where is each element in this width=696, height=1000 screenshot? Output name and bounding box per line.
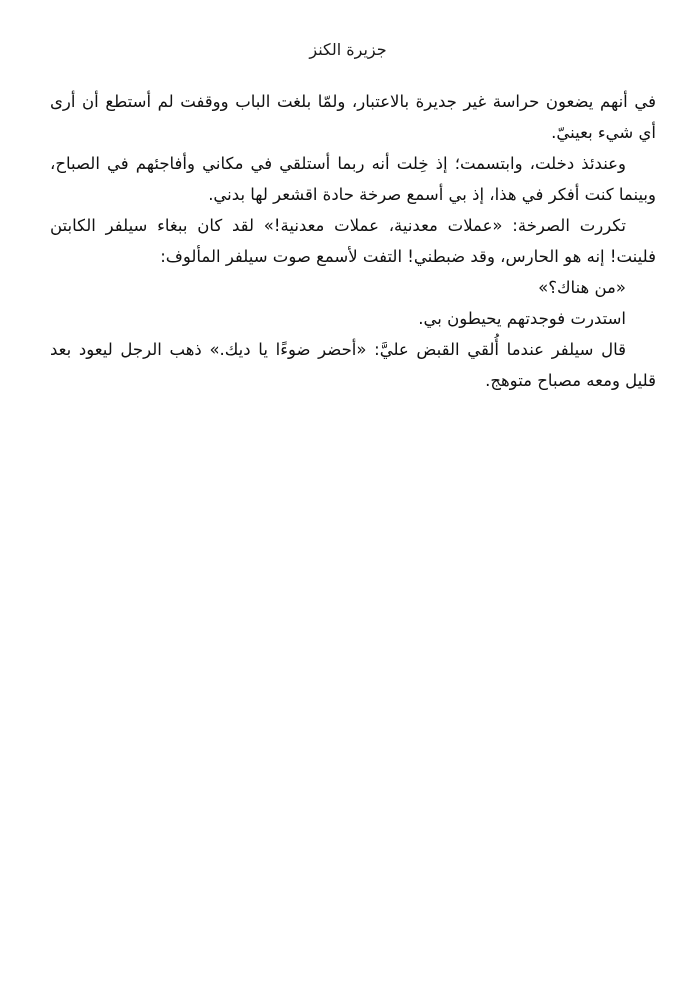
paragraph: وعندئذ دخلت، وابتسمت؛ إذ خِلت أنه ربما أستلقي في مكاني وأفاجئهم في الصباح، وبينما كنت أفكر في هذا، إذ بي أسمع صرخة حادة اقشعر لها بدني. <box>50 154 656 204</box>
paragraph: تكررت الصرخة: «عملات معدنية، عملات معدنية!» لقد كان ببغاء سيلفر الكابتن فلينت! إنه هو الحارس، وقد ضبطني! التفت لأسمع صوت سيلفر المألوف: <box>50 216 656 266</box>
paragraph: في أنهم يضعون حراسة غير جديرة بالاعتبار، ولمّا بلغت الباب ووقفت لم أستطع أن أرى أي شيء بعينيّ. <box>50 92 656 142</box>
paragraph: استدرت فوجدتهم يحيطون بي. <box>418 309 626 328</box>
running-header: جزيرة الكنز <box>309 40 387 59</box>
body-text <box>50 86 656 396</box>
paragraph: «من هناك؟» <box>538 278 626 297</box>
paragraph: قال سيلفر عندما أُلقي القبض عليَّ: «أحضر ضوءًا يا ديك.» ذهب الرجل ليعود بعد قليل ومعه مصباح متوهج. <box>50 340 656 390</box>
